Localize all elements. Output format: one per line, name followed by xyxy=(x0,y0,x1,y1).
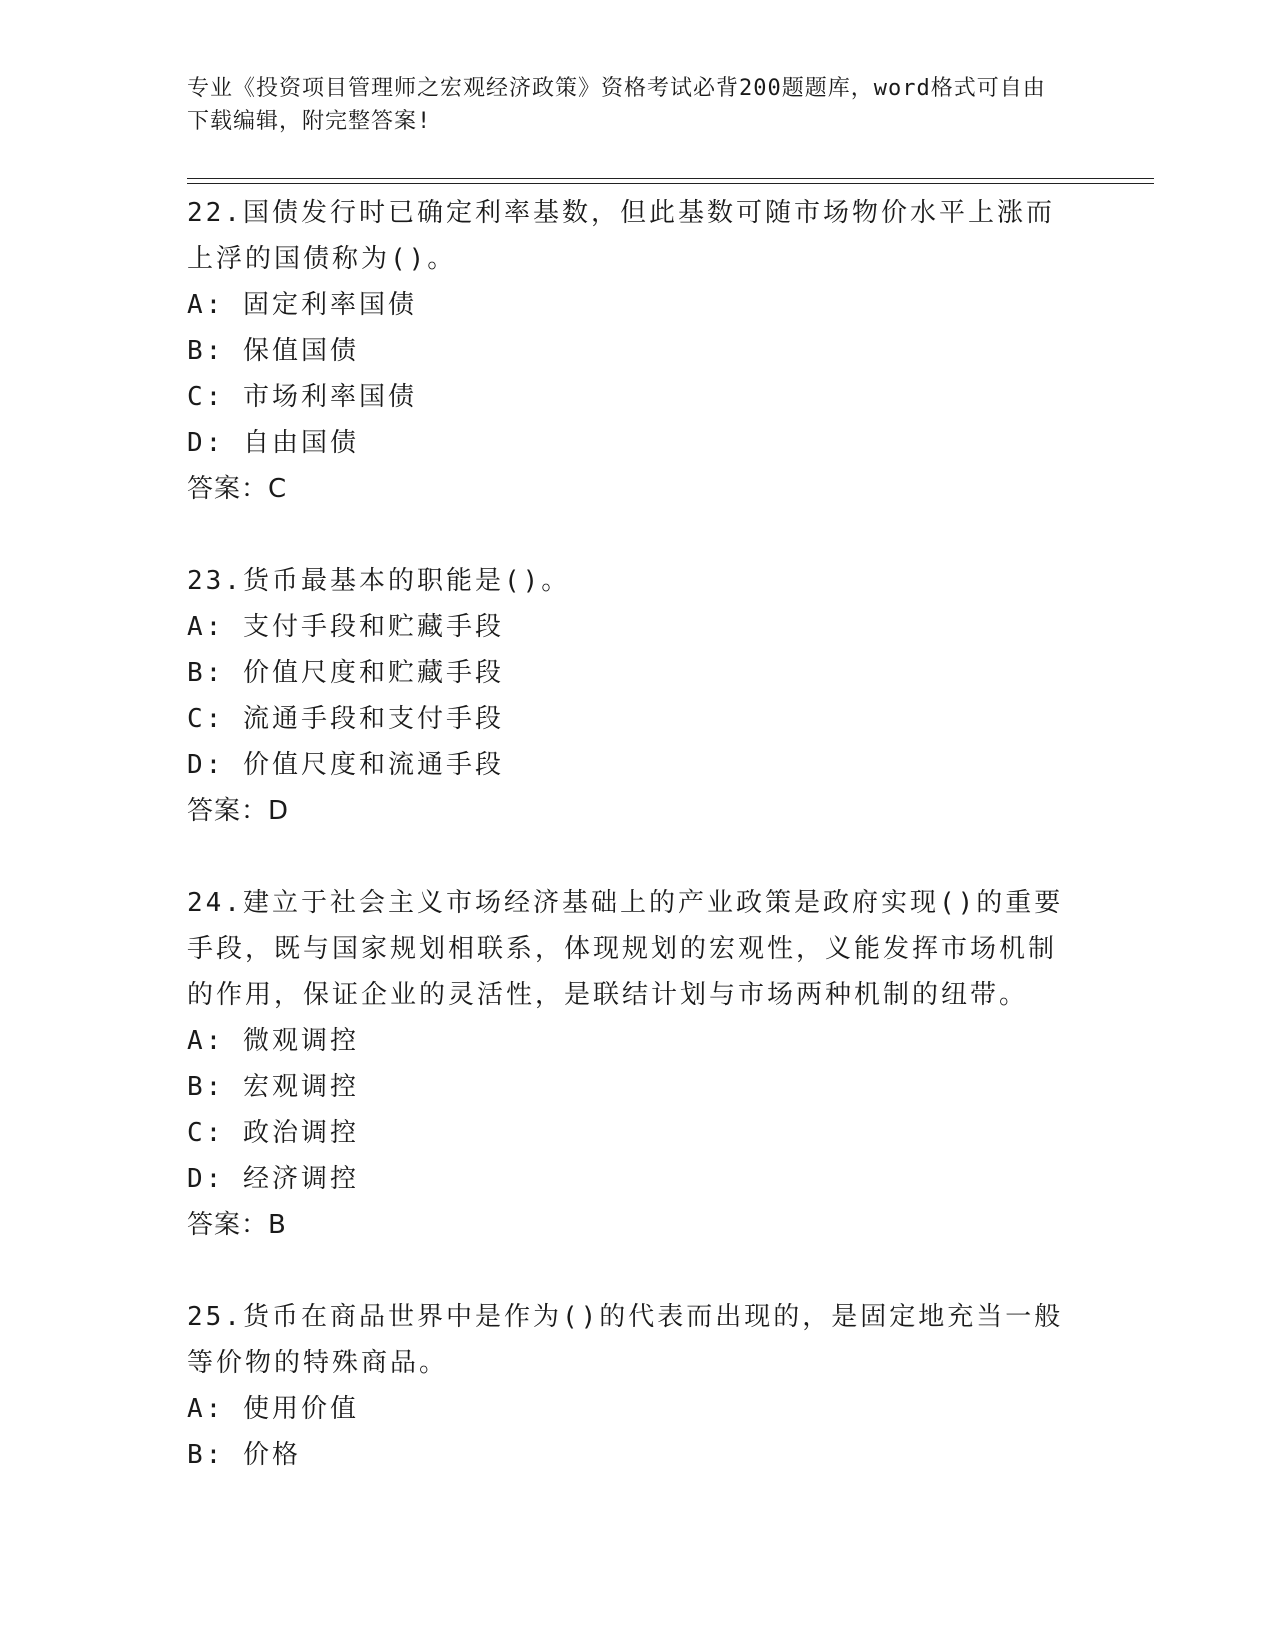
option-text: 自由国债 xyxy=(242,428,359,458)
option-a xyxy=(187,1018,1077,1064)
option-separator: : xyxy=(205,1394,243,1424)
option-text: 价值尺度和流通手段 xyxy=(242,750,504,780)
option-a xyxy=(187,282,1077,328)
option-letter: C xyxy=(187,382,206,412)
option-letter: C xyxy=(187,1118,206,1148)
option-letter: A xyxy=(187,1394,206,1424)
option-d xyxy=(187,420,1077,466)
question-stem: 25.货币在商品世界中是作为()的代表而出现的，是固定地充当一般等价物的特殊商品。 xyxy=(187,1302,1064,1378)
option-separator: : xyxy=(205,428,243,458)
option-c xyxy=(187,1110,1077,1156)
header-divider-bottom xyxy=(187,183,1154,184)
answer: 答案：C xyxy=(187,474,288,504)
option-separator: : xyxy=(205,1118,243,1148)
option-separator: : xyxy=(205,1440,243,1470)
option-separator: : xyxy=(205,290,243,320)
option-c xyxy=(187,374,1077,420)
option-text: 微观调控 xyxy=(242,1026,359,1056)
option-separator: : xyxy=(205,336,243,366)
option-text: 使用价值 xyxy=(242,1394,359,1424)
option-separator: : xyxy=(205,612,243,642)
option-text: 固定利率国债 xyxy=(242,290,417,320)
question-stem: 22.国债发行时已确定利率基数，但此基数可随市场物价水平上涨而上浮的国债称为()。 xyxy=(187,198,1055,274)
option-letter: B xyxy=(187,658,206,688)
option-text: 政治调控 xyxy=(242,1118,359,1148)
option-b xyxy=(187,328,1077,374)
option-letter: A xyxy=(187,290,206,320)
question-22 xyxy=(187,190,1077,512)
document-header: 专业《投资项目管理师之宏观经济政策》资格考试必背200题题库，word格式可自由下载编辑，附完整答案! xyxy=(187,76,1046,134)
option-text: 保值国债 xyxy=(242,336,359,366)
option-a xyxy=(187,604,1077,650)
option-separator: : xyxy=(205,704,243,734)
question-23 xyxy=(187,558,1077,834)
option-letter: B xyxy=(187,336,206,366)
question-stem: 24.建立于社会主义市场经济基础上的产业政策是政府实现()的重要手段，既与国家规划相联系，体现规划的宏观性，义能发挥市场机制的作用，保证企业的灵活性，是联结计划与市场两种机制的纽带。 xyxy=(187,888,1064,1010)
option-d xyxy=(187,742,1077,788)
answer: 答案：D xyxy=(187,796,290,826)
option-b xyxy=(187,1432,1077,1478)
option-text: 流通手段和支付手段 xyxy=(242,704,504,734)
option-c xyxy=(187,696,1077,742)
option-letter: D xyxy=(187,428,206,458)
header-divider-top xyxy=(187,178,1154,179)
question-list xyxy=(187,190,1077,1524)
option-text: 价值尺度和贮藏手段 xyxy=(242,658,504,688)
option-text: 经济调控 xyxy=(242,1164,359,1194)
option-b xyxy=(187,1064,1077,1110)
option-a xyxy=(187,1386,1077,1432)
option-letter: A xyxy=(187,612,206,642)
question-stem: 23.货币最基本的职能是()。 xyxy=(187,566,571,596)
option-separator: : xyxy=(205,1164,243,1194)
option-text: 市场利率国债 xyxy=(242,382,417,412)
answer: 答案：B xyxy=(187,1210,287,1240)
option-separator: : xyxy=(205,382,243,412)
option-separator: : xyxy=(205,750,243,780)
option-letter: A xyxy=(187,1026,206,1056)
option-text: 价格 xyxy=(242,1440,301,1470)
question-25 xyxy=(187,1294,1077,1478)
option-letter: D xyxy=(187,750,206,780)
option-text: 支付手段和贮藏手段 xyxy=(242,612,504,642)
option-letter: C xyxy=(187,704,206,734)
option-letter: B xyxy=(187,1440,206,1470)
option-d xyxy=(187,1156,1077,1202)
option-letter: D xyxy=(187,1164,206,1194)
option-text: 宏观调控 xyxy=(242,1072,359,1102)
option-b xyxy=(187,650,1077,696)
option-separator: : xyxy=(205,1026,243,1056)
option-letter: B xyxy=(187,1072,206,1102)
question-24 xyxy=(187,880,1077,1248)
option-separator: : xyxy=(205,658,243,688)
option-separator: : xyxy=(205,1072,243,1102)
